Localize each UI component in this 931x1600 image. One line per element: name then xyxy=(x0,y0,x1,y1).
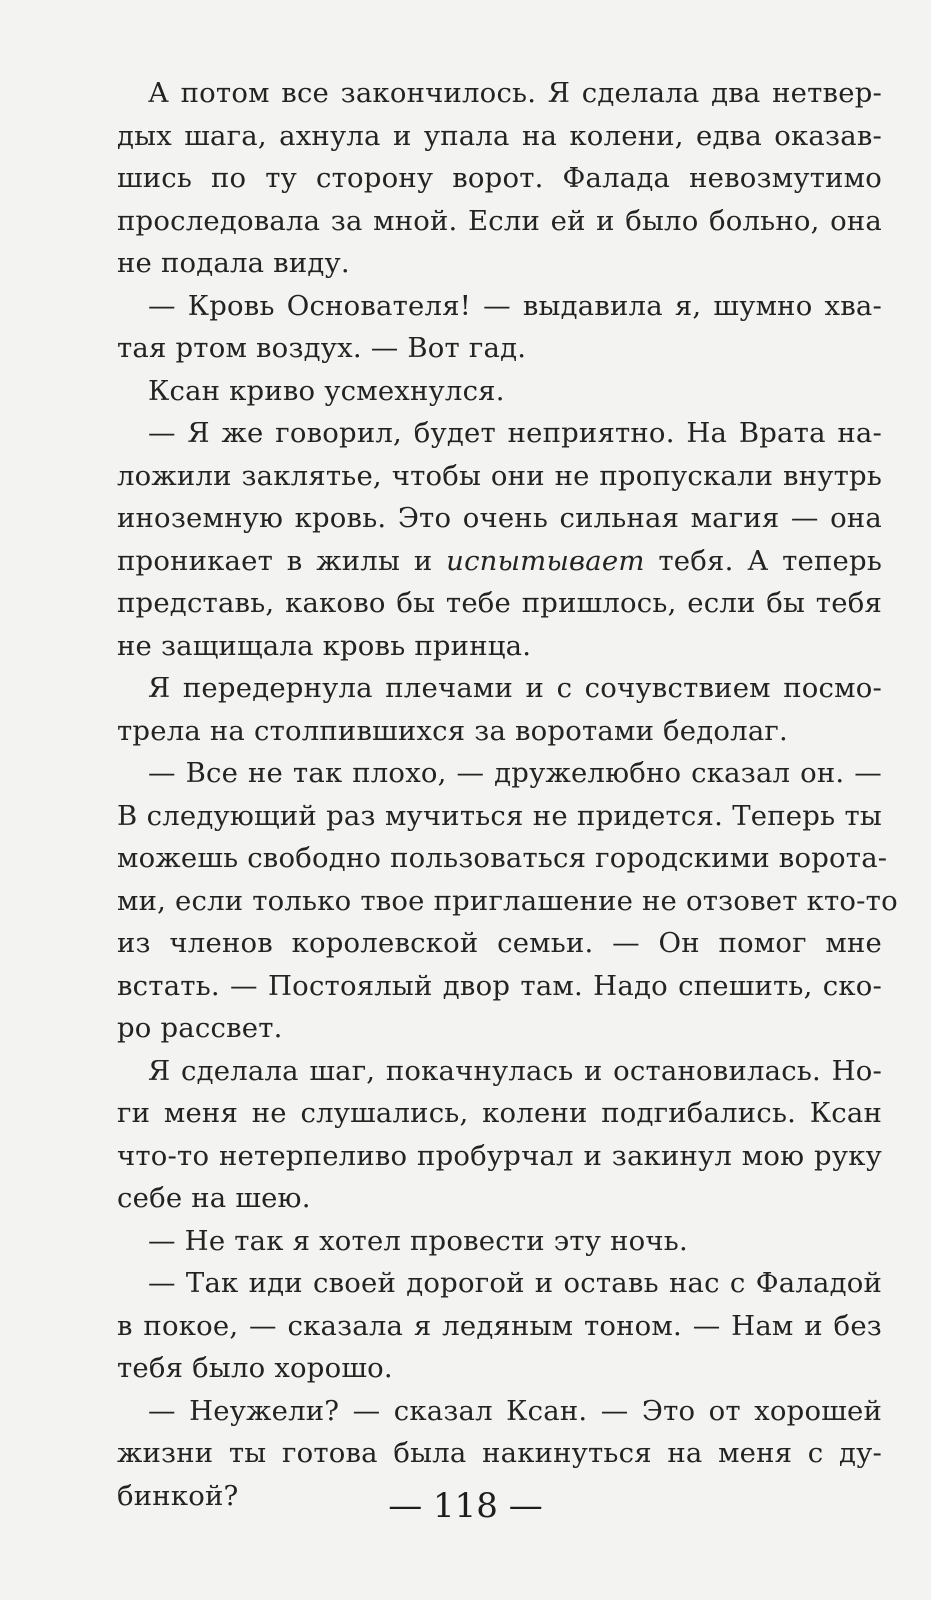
text-line: В следующий раз мучиться не придется. Теперь ты xyxy=(117,799,882,832)
text-line: не защищала кровь принца. xyxy=(117,629,532,662)
text-line: ги меня не слушались, колени подгибались. Ксан xyxy=(117,1097,882,1129)
text-line: можешь свободно пользоваться городскими ворота- xyxy=(117,842,888,874)
text-line: проследовала за мной. Если ей и было больно, она xyxy=(117,204,882,237)
page-number: — 118 — xyxy=(388,1486,543,1526)
paragraph-3 xyxy=(86,370,882,413)
text-line: шись по ту сторону ворот. Фалада невозмутимо xyxy=(117,162,882,194)
text-line: — Так иди своей дорогой и оставь нас с Фaладой xyxy=(148,1267,882,1299)
text-line: Я сделала шаг, покачнулась и остановилась. Но- xyxy=(148,1054,882,1087)
text-line: тая ртом воздух. — Вот гад. xyxy=(117,332,527,364)
text-line: жизни ты готова была накинуться на меня с ду- xyxy=(117,1437,882,1469)
text-line: А потом все закончилось. Я сделала два нетвер- xyxy=(148,77,882,109)
text-line: в покое, — сказала я ледяным тоном. — Нам и без xyxy=(117,1309,882,1342)
text-line: представь, каково бы тебе пришлось, если бы тебя xyxy=(117,587,882,619)
text-line: из членов королевской семьи. — Он помог мне xyxy=(117,927,882,959)
text-line: тебя было хорошо. xyxy=(117,1352,393,1384)
paragraph-4 xyxy=(86,412,882,667)
text-line: ро рассвет. xyxy=(117,1012,283,1044)
text-line: — Все не так плохо, — дружелюбно сказал он. — xyxy=(148,757,882,789)
paragraph-9 xyxy=(86,1262,882,1390)
paragraph-8 xyxy=(86,1220,882,1263)
text-line: — Неужели? — сказал Ксан. — Это от хорошей xyxy=(148,1394,882,1427)
text-line: что-то нетерпеливо пробурчал и закинул мою руку xyxy=(117,1139,882,1172)
text-line: бинкой? xyxy=(117,1479,239,1512)
text-line: себе на шею. xyxy=(117,1182,311,1214)
text-line: встать. — Постоялый двор там. Надо спешить, ско- xyxy=(117,969,882,1002)
text-line: ми, если только твое приглашение не отзовет кто-то xyxy=(117,884,898,917)
paragraph-1 xyxy=(86,72,882,285)
text-line-with-italic xyxy=(86,540,882,583)
text-segment: проникает в жилы и xyxy=(117,544,447,577)
paragraph-7 xyxy=(86,1050,882,1220)
paragraph-6 xyxy=(86,752,898,1050)
text-line: иноземную кровь. Это очень сильная магия — она xyxy=(117,502,882,534)
text-line: трела на столпившихся за воротами бедолаг. xyxy=(117,714,788,747)
text-line: — Я же говорил, будет неприятно. На Врата на- xyxy=(148,417,882,449)
text-line: — Кровь Основателя! — выдавила я, шумно хва- xyxy=(148,289,882,322)
paragraph-5 xyxy=(86,667,882,752)
text-line: Ксан криво усмехнулся. xyxy=(148,374,505,407)
text-line: ложили заклятье, чтобы они не пропускали внутрь xyxy=(117,459,882,492)
text-line: дых шага, ахнула и упала на колени, едва оказав- xyxy=(117,119,882,152)
body-text xyxy=(86,72,898,1517)
paragraph-2 xyxy=(86,285,882,370)
text-segment: тебя. А теперь xyxy=(644,544,882,577)
italic-word: испытывает xyxy=(446,544,645,577)
text-line: — Не так я хотел провести эту ночь. xyxy=(148,1224,688,1257)
text-line: не подала виду. xyxy=(117,247,350,279)
text-line: Я передернула плечами и с сочувствием посмо- xyxy=(148,672,882,704)
